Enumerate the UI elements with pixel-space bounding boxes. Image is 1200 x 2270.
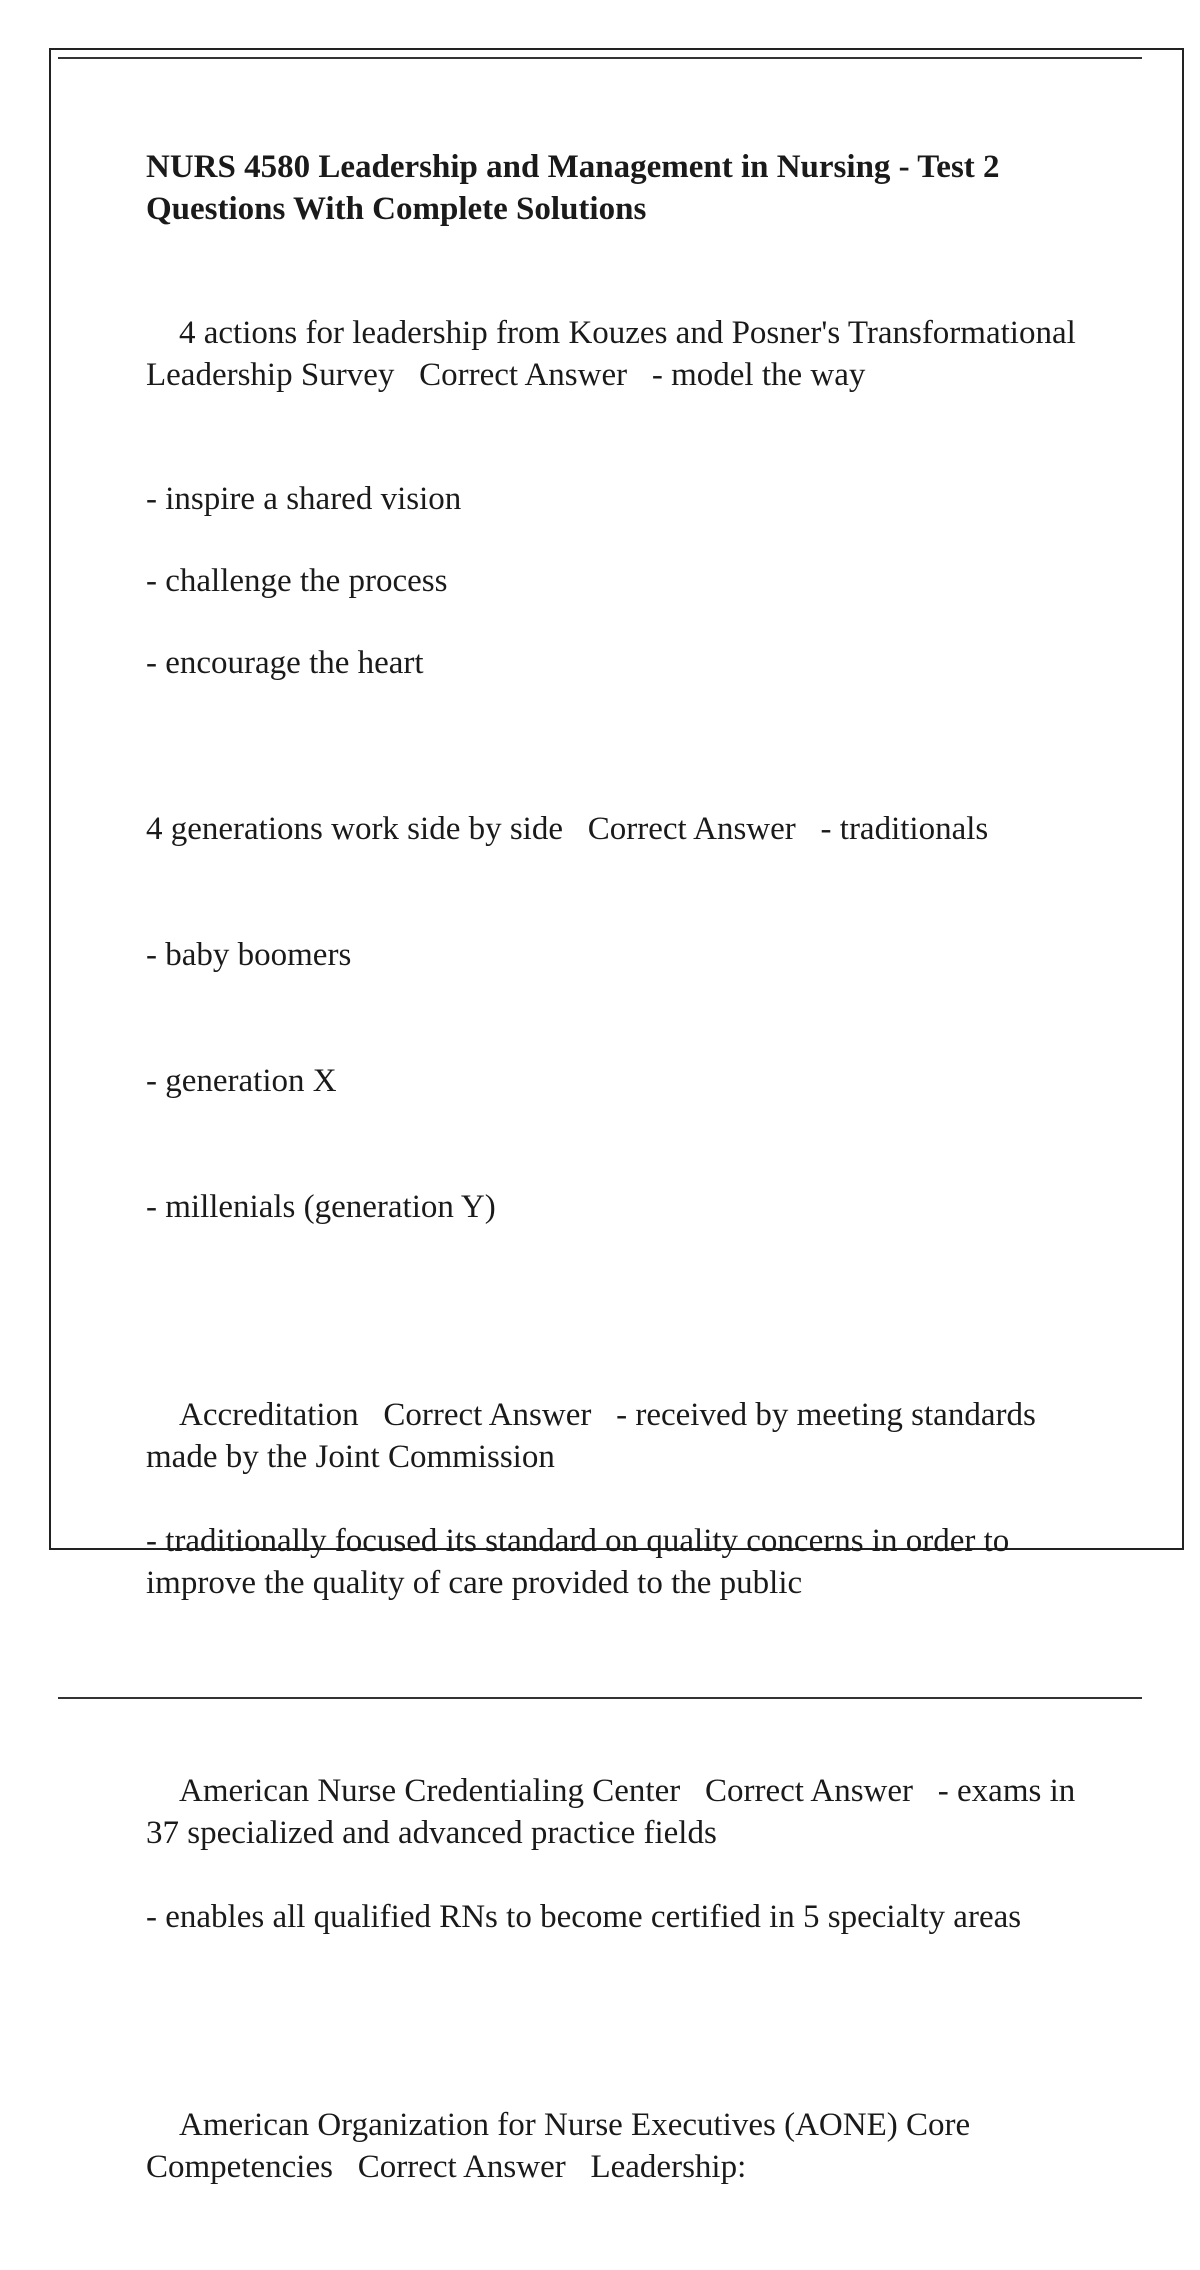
top-rule <box>58 57 1142 59</box>
answer-text: - model the way <box>651 357 866 393</box>
answer-line: - millenials (generation Y) <box>146 1189 496 1225</box>
question-block <box>146 724 1106 1312</box>
answer-line: - generation X <box>146 1063 337 1099</box>
answer-text: - received by meeting standards made by the Joint Commission <box>146 1397 1045 1475</box>
answer-line: - baby boomers <box>146 937 352 973</box>
question-text: 4 generations work side by side <box>146 811 563 847</box>
answer-item: - challenge the process <box>146 563 448 599</box>
question-text: 4 actions for leadership from Kouzes and Posner's Transformational Leadership Survey <box>146 315 1085 393</box>
question-text: American Nurse Credentialing Center <box>179 1773 681 1809</box>
question-block <box>146 1352 1106 1688</box>
answer-text: - exams in 37 specialized and advanced practice fields <box>146 1773 1084 1851</box>
answer-item: - encourage the heart <box>146 645 424 681</box>
question-block <box>146 2062 1106 2230</box>
answer-text: - traditionals <box>820 811 989 847</box>
answer-label: Correct Answer <box>587 811 796 847</box>
question-block <box>146 1728 1106 2022</box>
document-title: NURS 4580 Leadership and Management in Nursing - Test 2 Questions With Complete Solutions <box>146 149 1000 227</box>
answer-item: - inspire a shared vision <box>146 481 462 517</box>
answer-line: - traditionally focused its standard on quality concerns in order to improve the quality of care provided to the public <box>146 1523 1018 1601</box>
answer-line: - enables all qualified RNs to become certified in 5 specialty areas <box>146 1899 1022 1935</box>
answer-label: Correct Answer <box>357 2149 566 2185</box>
question-block <box>146 270 1106 438</box>
question-text: American Organization for Nurse Executives (AONE) Core Competencies <box>146 2107 979 2185</box>
answer-label: Correct Answer <box>705 1773 914 1809</box>
answer-label: Correct Answer <box>419 357 628 393</box>
answer-label: Correct Answer <box>383 1397 592 1433</box>
answer-text: Leadership: <box>590 2149 747 2185</box>
document-body <box>146 146 1106 2270</box>
question-text: Accreditation <box>179 1397 359 1433</box>
